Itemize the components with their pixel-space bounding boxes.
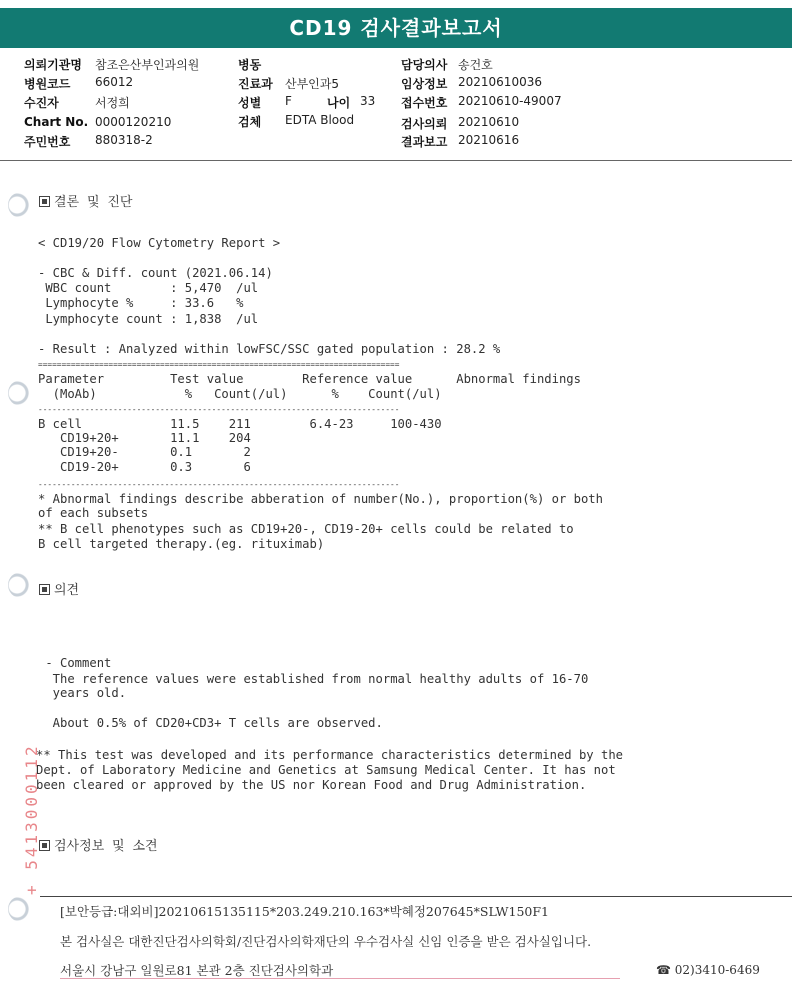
note-line: ** B cell phenotypes such as CD19+20-, CD19-20+ cells could be related to: [38, 522, 574, 536]
table-row: CD19+20+ 11.1 204: [38, 431, 251, 445]
result-line: - Result : Analyzed within lowFSC/SSC gated population : 28.2 %: [38, 342, 501, 356]
serial-stamp: + 5413000112: [22, 743, 41, 895]
comment-line: About 0.5% of CD20+CD3+ T cells are observed.: [38, 716, 383, 730]
disclaimer-line: Dept. of Laboratory Medicine and Genetics at Samsung Medical Center. It has not: [36, 763, 616, 777]
report-title-line: < CD19/20 Flow Cytometry Report >: [38, 236, 281, 250]
header-divider: [0, 160, 792, 161]
receipt-value: 20210610-49007: [458, 94, 562, 108]
double-rule: =============================================================================: [38, 360, 400, 369]
report-date-label: 결과보고: [401, 135, 448, 149]
age-value: 33: [360, 94, 376, 108]
dept-label: 진료과: [238, 77, 273, 91]
note-line: * Abnormal findings describe abberation of number(No.), proportion(%) or both: [38, 492, 603, 506]
binder-hole: [8, 380, 34, 406]
hospital-code-value: 66012: [95, 75, 134, 89]
section-exam-info: [39, 835, 158, 854]
age-label: 나이: [327, 96, 351, 110]
table-row: CD19+20- 0.1 2: [38, 445, 251, 459]
comment-line: The reference values were established from normal healthy adults of 16-70: [38, 672, 589, 686]
table-row: CD19-20+ 0.3 6: [38, 460, 251, 474]
section-title: 검사정보 및 소견: [54, 839, 158, 854]
binder-hole: [8, 572, 34, 598]
lymph-count-line: Lymphocyte count : 1,838 /ul: [38, 312, 259, 326]
institution-label: 의뢰기관명: [24, 58, 82, 72]
section-bullet-icon: [39, 840, 50, 851]
security-line: [보안등급:대외비]20210615135115*203.249.210.163*박혜정207645*SLW150F1: [60, 904, 549, 919]
section-title: 의견: [54, 583, 80, 598]
specimen-label: 검체: [238, 115, 262, 129]
section-opinion: [39, 579, 79, 598]
note-line: of each subsets: [38, 506, 149, 520]
id-value: 880318-2: [95, 133, 153, 147]
single-rule: -----------------------------------------------------------------------------: [38, 405, 400, 414]
comment-title: - Comment: [38, 656, 112, 670]
cbc-title: - CBC & Diff. count (2021.06.14): [38, 266, 273, 280]
footer-divider: [40, 896, 792, 897]
disclaimer-line: ** This test was developed and its performance characteristics determined by the: [36, 748, 623, 762]
chart-label: Chart No.: [24, 115, 89, 129]
clinical-info-label: 임상정보: [401, 77, 448, 91]
recipient-label: 수진자: [24, 96, 59, 110]
single-rule: -----------------------------------------------------------------------------: [38, 480, 400, 489]
section-bullet-icon: [39, 196, 50, 207]
recipient-value: 서정희: [95, 96, 130, 110]
doctor-label: 담당의사: [401, 58, 448, 72]
report-date-value: 20210616: [458, 133, 520, 147]
section-title: 결론 및 진단: [54, 195, 133, 210]
specimen-value: EDTA Blood: [285, 113, 355, 127]
dept-value: 산부인과5: [285, 77, 340, 91]
binder-hole: [8, 896, 34, 922]
id-label: 주민번호: [24, 135, 71, 149]
note-line: B cell targeted therapy.(eg. rituximab): [38, 537, 325, 551]
ward-label: 병동: [238, 58, 262, 72]
section-conclusion: [39, 191, 132, 210]
request-label: 검사의뢰: [401, 117, 448, 131]
report-title: CD19 검사결과보고서: [0, 8, 792, 48]
receipt-label: 접수번호: [401, 96, 448, 110]
comment-line: years old.: [38, 686, 127, 700]
doctor-value: 송건호: [458, 58, 493, 72]
address-line: 서울시 강남구 일원로81 본관 2층 진단검사의학과: [60, 963, 334, 978]
request-value: 20210610: [458, 115, 520, 129]
footer-underline: [60, 978, 620, 979]
table-head-2: (MoAb) % Count(/ul) % Count(/ul): [38, 387, 442, 401]
binder-hole: [8, 192, 34, 218]
phone-line: ☎ 02)3410-6469: [656, 963, 760, 977]
table-row: B cell 11.5 211 6.4-23 100-430: [38, 417, 442, 431]
hospital-code-label: 병원코드: [24, 77, 71, 91]
institution-value: 참조은산부인과의원: [95, 58, 200, 72]
sex-label: 성별: [238, 96, 262, 110]
lymph-pct-line: Lymphocyte % : 33.6 %: [38, 296, 244, 310]
sex-value: F: [285, 94, 292, 108]
table-head-1: Parameter Test value Reference value Abnormal findings: [38, 372, 581, 386]
disclaimer-line: been cleared or approved by the US nor Korean Food and Drug Administration.: [36, 778, 587, 792]
certification-line: 본 검사실은 대한진단검사의학회/진단검사의학재단의 우수검사실 신임 인증을 받은 검사실입니다.: [60, 934, 592, 949]
clinical-info-value: 20210610036: [458, 75, 542, 89]
section-bullet-icon: [39, 584, 50, 595]
wbc-line: WBC count : 5,470 /ul: [38, 281, 259, 295]
chart-value: 0000120210: [95, 115, 172, 129]
